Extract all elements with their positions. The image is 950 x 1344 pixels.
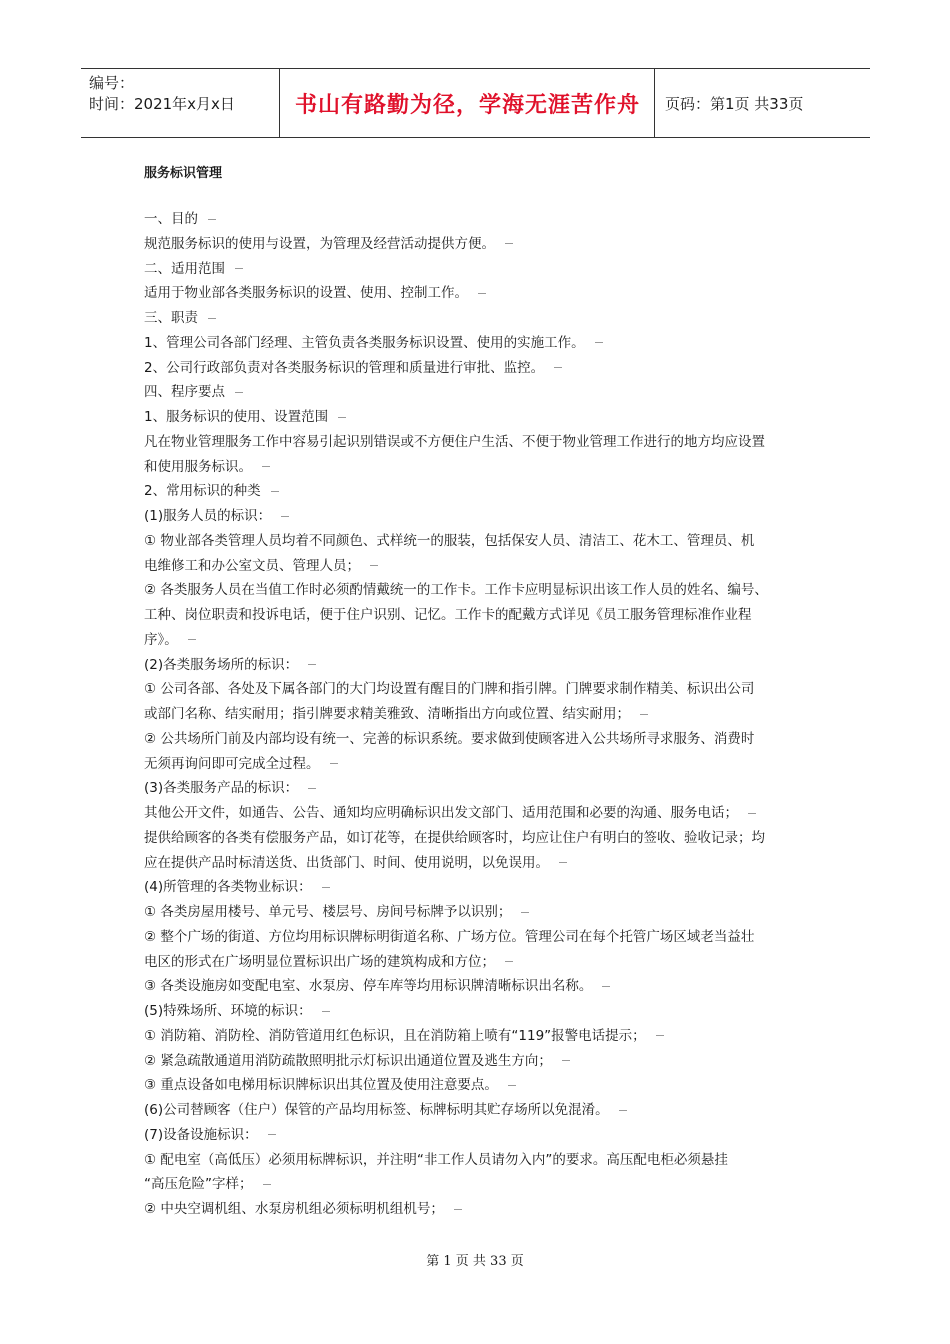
body-line-text: “高压危险”字样； (144, 1176, 253, 1193)
paragraph-mark (562, 1060, 570, 1061)
body-line-text: 二、适用范围 (144, 260, 225, 277)
body-line-text: ① 各类房屋用楼号、单元号、楼层号、房间号标牌予以识别； (144, 904, 512, 920)
body-line (144, 653, 810, 678)
body-line-text: ③ 重点设备如电梯用标识牌标识出其位置及使用注意要点。 (144, 1077, 498, 1094)
body-line (144, 974, 810, 999)
page-header (81, 68, 870, 138)
body-line (144, 455, 810, 480)
paragraph-mark (271, 491, 279, 492)
paragraph-mark (505, 243, 513, 244)
body-line-text: ① 消防箱、消防栓、消防管道用红色标识，且在消防箱上喷有“119”报警电话提示； (144, 1027, 646, 1044)
body-line-text: 提供给顾客的各类有偿服务产品，如订花等，在提供给顾客时，均应让住户有明白的签收、验收记录；均 (144, 829, 765, 846)
header-page-info: 页码：第1页 共33页 (665, 94, 804, 113)
body-line (144, 1098, 810, 1123)
paragraph-mark (370, 565, 378, 566)
page-footer: 第 1 页 共 33 页 (426, 1254, 524, 1269)
body-line (144, 554, 810, 579)
body-line (144, 1148, 810, 1173)
body-line (144, 207, 810, 232)
body-line-text: 序》。 (144, 631, 178, 648)
body-line-text: ② 中央空调机组、水泵房机组必须标明机组机号； (144, 1201, 444, 1217)
body-line-text: (3)各类服务产品的标识： (144, 780, 299, 797)
doc-number-label: 编号： (89, 74, 135, 92)
body-line (144, 405, 810, 430)
body-line (144, 603, 810, 628)
body-line (144, 950, 810, 975)
paragraph-mark (656, 1035, 664, 1036)
body-line (144, 752, 810, 777)
paragraph-mark (235, 268, 243, 269)
body-line (144, 1172, 810, 1197)
body-line (144, 356, 810, 381)
body-line-text: (1)服务人员的标识： (144, 508, 272, 524)
paragraph-mark (322, 887, 330, 888)
body-line (144, 479, 810, 504)
body-line-text: 或部门名称、结实耐用；指引牌要求精美雅致、清晰指出方向或位置、结实耐用； (144, 706, 630, 722)
paragraph-mark (188, 639, 196, 640)
body-line (144, 1073, 810, 1098)
body-line-text: ① 配电室（高低压）必须用标牌标识，并注明“非工作人员请勿入内”的要求。高压配电柜必须悬挂 (144, 1151, 728, 1168)
paragraph-mark (602, 986, 610, 987)
body-line-text: ② 各类服务人员在当值工作时必须酌情戴统一的工作卡。工作卡应明显标识出该工作人员的姓名、编号、 (144, 582, 768, 599)
document-body (144, 207, 810, 1222)
body-line (144, 1049, 810, 1074)
paragraph-mark (308, 664, 316, 665)
body-line-text: 1、管理公司各部门经理、主管负责各类服务标识设置、使用的实施工作。 (144, 334, 585, 351)
body-line-text: 规范服务标识的使用与设置，为管理及经营活动提供方便。 (144, 235, 495, 252)
body-line-text: 和使用服务标识。 (144, 458, 252, 475)
paragraph-mark (208, 219, 216, 220)
body-line (144, 776, 810, 801)
paragraph-mark (619, 1110, 627, 1111)
body-line-text: ② 紧急疏散通道用消防疏散照明批示灯标识出通道位置及逃生方向； (144, 1052, 552, 1069)
body-line (144, 999, 810, 1024)
header-motto: 书山有路勤为径，学海无涯苦作舟 (281, 69, 655, 137)
body-line (144, 281, 810, 306)
document-title: 服务标识管理 (144, 166, 223, 181)
paragraph-mark (640, 714, 648, 715)
body-line (144, 1123, 810, 1148)
body-line-text: 无须再询问即可完成全过程。 (144, 755, 320, 772)
body-line (144, 900, 810, 925)
body-line (144, 677, 810, 702)
paragraph-mark (263, 1184, 271, 1185)
body-line-text: 其他公开文件，如通告、公告、通知均应明确标识出发文部门、适用范围和必要的沟通、服务电话； (144, 805, 738, 821)
body-line (144, 257, 810, 282)
paragraph-mark (208, 318, 216, 319)
body-line-text: 2、公司行政部负责对各类服务标识的管理和质量进行审批、监控。 (144, 359, 545, 376)
body-line-text: 工种、岗位职责和投诉电话，便于住户识别、记忆。工作卡的配戴方式详见《员工服务管理标准作业程 (144, 607, 752, 623)
paragraph-mark (322, 1011, 330, 1012)
body-line-text: ① 物业部各类管理人员均着不同颜色、式样统一的服装，包括保安人员、清洁工、花木工、管理员、机 (144, 532, 755, 549)
body-line (144, 826, 810, 851)
body-line (144, 1197, 810, 1222)
body-line (144, 331, 810, 356)
paragraph-mark (262, 466, 270, 467)
body-line-text: 四、程序要点 (144, 384, 225, 401)
body-line-text: ② 整个广场的街道、方位均用标识牌标明街道名称、广场方位。管理公司在每个托管广场区域老当益壮 (144, 928, 755, 945)
body-line-text: 一、目的 (144, 211, 198, 227)
body-line-text: ③ 各类设施房如变配电室、水泵房、停车库等均用标识牌清晰标识出名称。 (144, 978, 593, 995)
paragraph-mark (330, 763, 338, 764)
paragraph-mark (454, 1209, 462, 1210)
paragraph-mark (521, 912, 529, 913)
body-line (144, 727, 810, 752)
body-line-text: 电区的形式在广场明显位置标识出广场的建筑构成和方位； (144, 953, 495, 970)
body-line-text: 三、职责 (144, 310, 198, 326)
body-line-text: 应在提供产品时标清送货、出货部门、时间、使用说明，以免误用。 (144, 854, 549, 871)
body-line-text: (6)公司替顾客（住户）保管的产品均用标签、标牌标明其贮存场所以免混淆。 (144, 1102, 609, 1118)
paragraph-mark (338, 417, 346, 418)
paragraph-mark (505, 961, 513, 962)
body-line (144, 702, 810, 727)
body-line (144, 925, 810, 950)
body-line-text: 适用于物业部各类服务标识的设置、使用、控制工作。 (144, 285, 468, 302)
body-line-text: (5)特殊场所、环境的标识： (144, 1003, 312, 1019)
body-line-text: ② 公共场所门前及内部均设有统一、完善的标识系统。要求做到使顾客进入公共场所寻求服务、消费时 (144, 730, 755, 747)
body-line (144, 851, 810, 876)
paragraph-mark (281, 516, 289, 517)
body-line (144, 430, 810, 455)
body-line-text: 电维修工和办公室文员、管理人员； (144, 557, 360, 574)
body-line (144, 380, 810, 405)
doc-time-label: 时间：2021年x月x日 (89, 95, 235, 113)
body-line (144, 529, 810, 554)
body-line-text: 凡在物业管理服务工作中容易引起识别错误或不方便住户生活、不便于物业管理工作进行的地方均应设置 (144, 433, 765, 450)
body-line (144, 628, 810, 653)
paragraph-mark (595, 342, 603, 343)
body-line-text: 1、服务标识的使用、设置范围 (144, 409, 329, 425)
paragraph-mark (235, 392, 243, 393)
paragraph-mark (268, 1134, 276, 1135)
body-line-text: (4)所管理的各类物业标识： (144, 879, 312, 896)
paragraph-mark (554, 367, 562, 368)
body-line (144, 875, 810, 900)
body-line (144, 1024, 810, 1049)
body-line (144, 801, 810, 826)
body-line (144, 232, 810, 257)
body-line-text: ① 公司各部、各处及下属各部门的大门均设置有醒目的门牌和指引牌。门牌要求制作精美、标识出公司 (144, 681, 755, 698)
paragraph-mark (478, 293, 486, 294)
body-line (144, 306, 810, 331)
paragraph-mark (508, 1085, 516, 1086)
paragraph-mark (559, 862, 567, 863)
paragraph-mark (308, 788, 316, 789)
header-meta (81, 69, 280, 137)
body-line (144, 504, 810, 529)
body-line-text: (7)设备设施标识： (144, 1126, 258, 1143)
body-line-text: 2、常用标识的种类 (144, 483, 261, 500)
body-line-text: (2)各类服务场所的标识： (144, 656, 299, 673)
paragraph-mark (748, 813, 756, 814)
body-line (144, 578, 810, 603)
